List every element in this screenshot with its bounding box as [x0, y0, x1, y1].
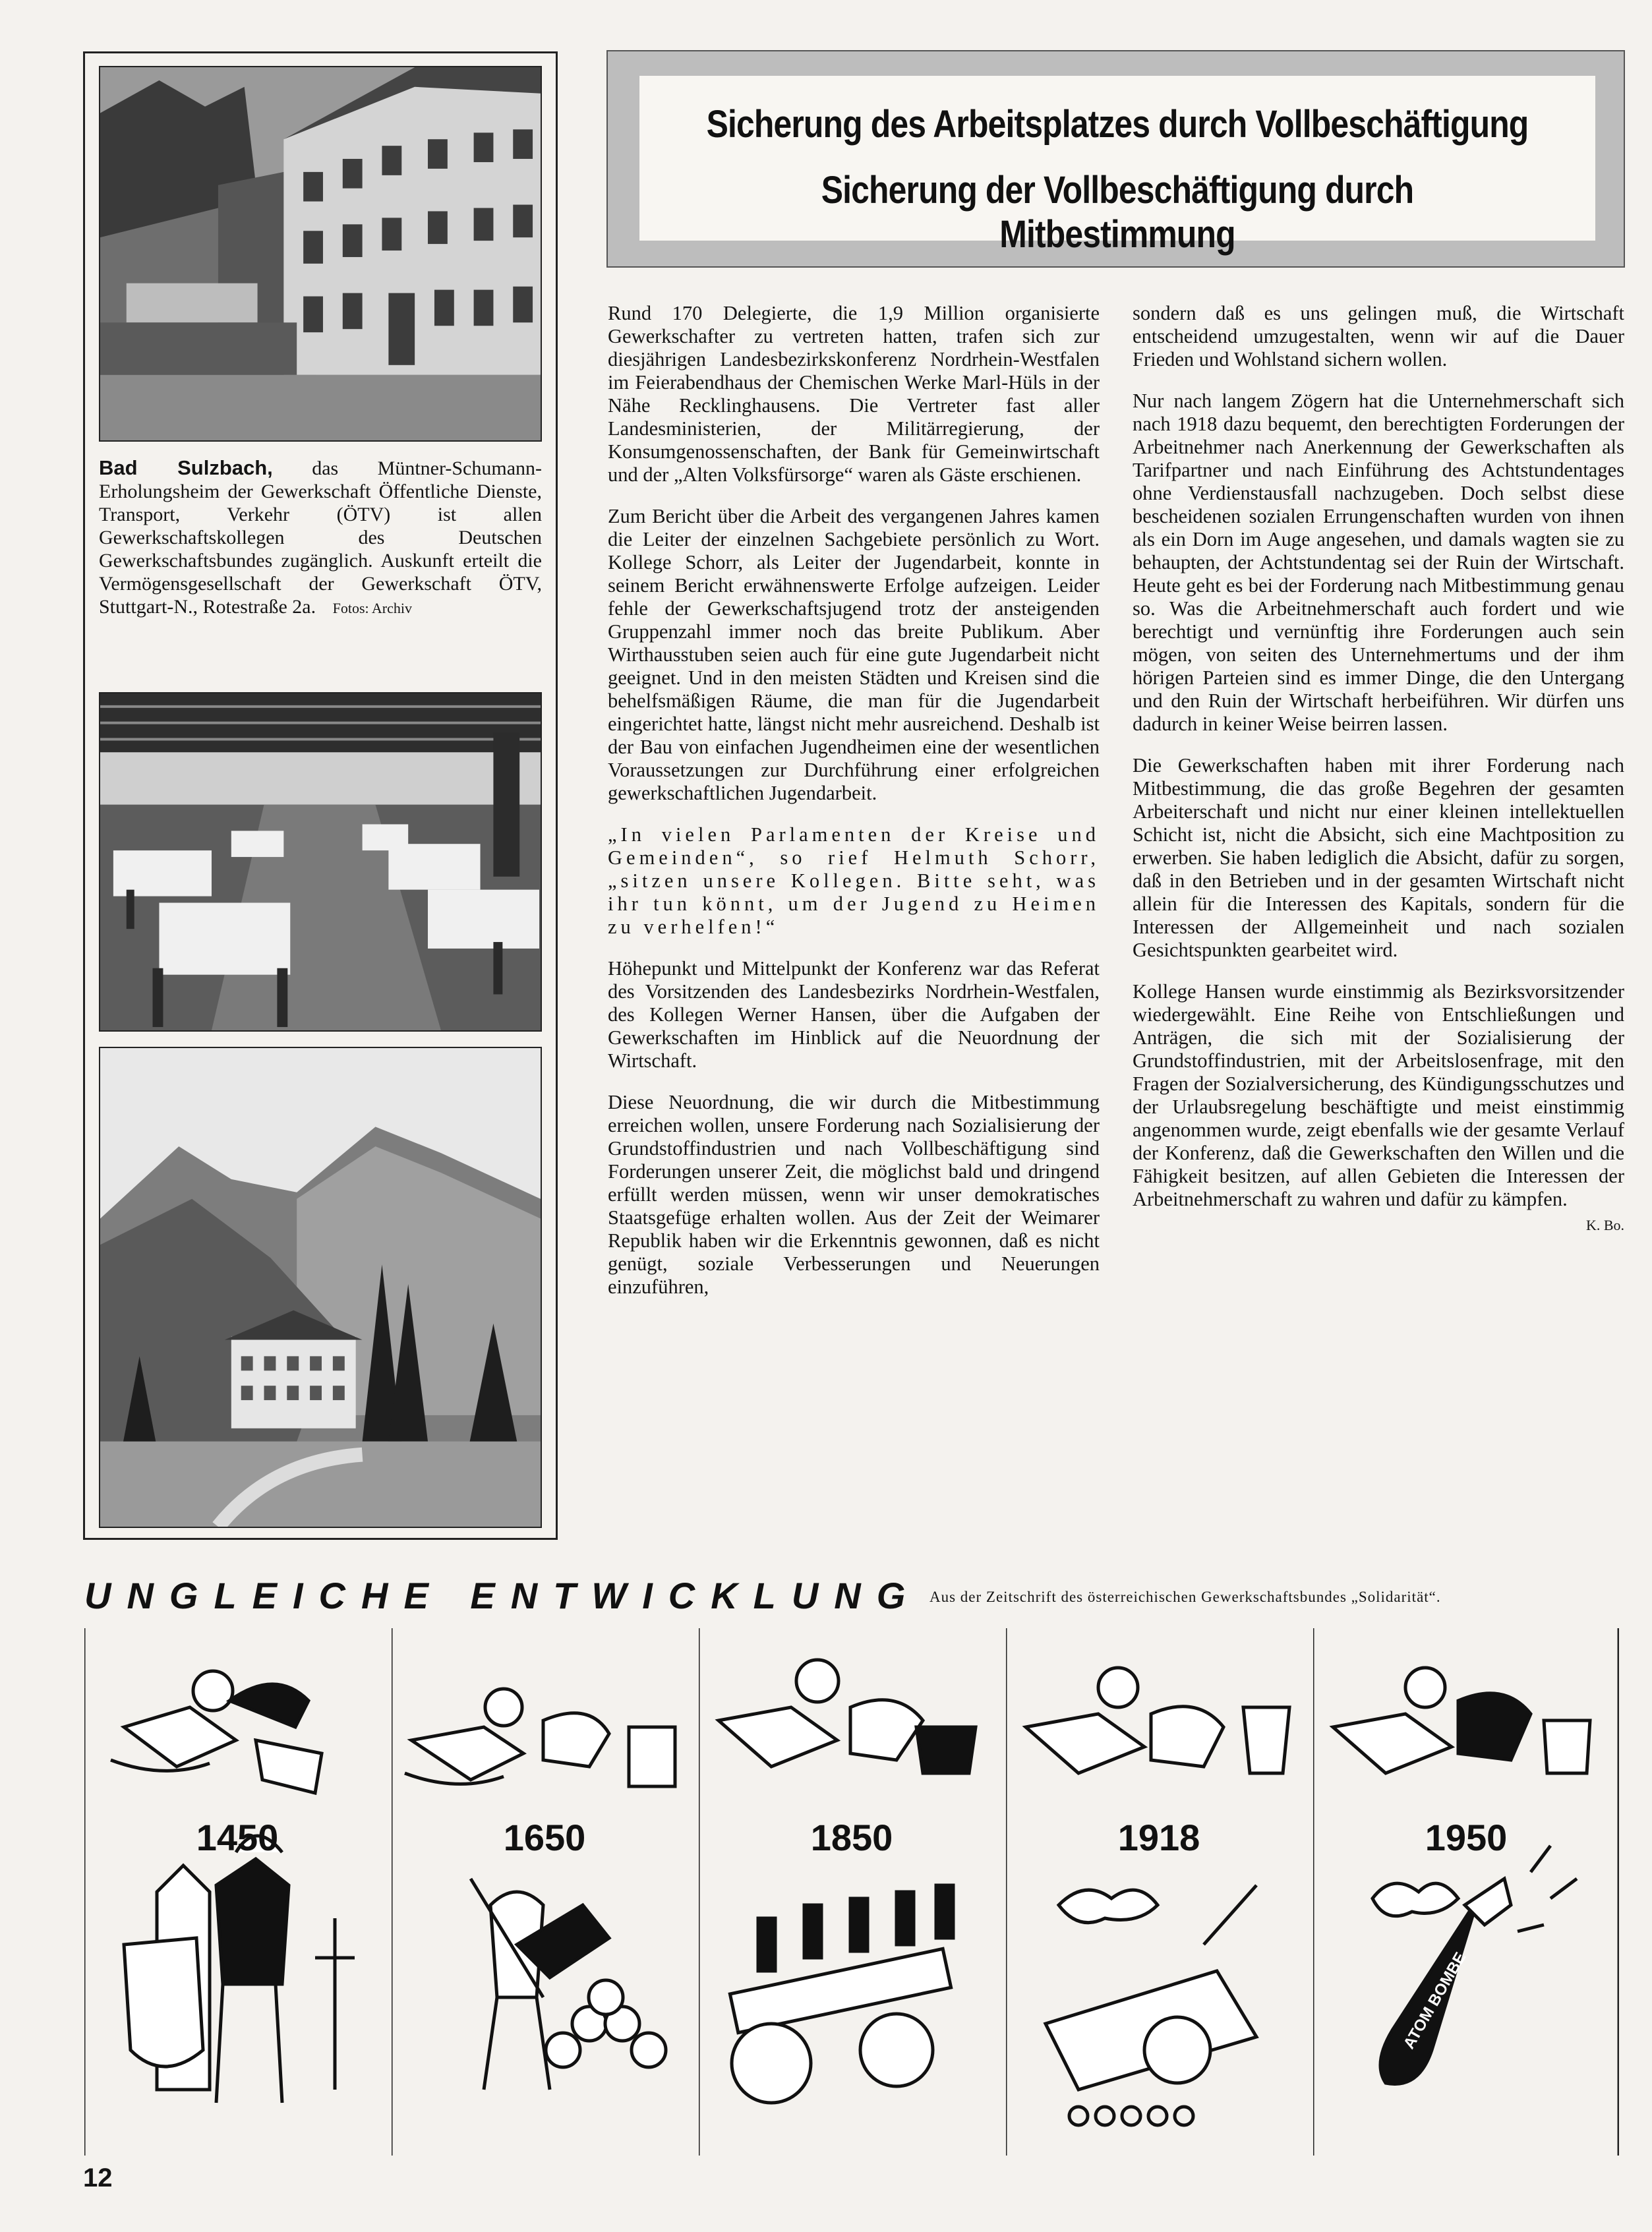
page-number: 12 [83, 2163, 113, 2192]
cartoon-panel-1650 [392, 1628, 697, 2156]
headline-line-2: Sicherung der Vollbeschäftigung durch Mitbestimmung [821, 169, 1414, 256]
headline-banner [639, 76, 1595, 256]
photo-credit: Fotos: Archiv [332, 600, 412, 616]
article-column-2 [1133, 302, 1624, 1237]
article-paragraph: Höhepunkt und Mittelpunkt der Konferenz war das Referat des Vorsitzenden des Landesbezirks Nordrhein-Westfalen, des Kollegen Werner Hansen, über die Aufgaben der Gewerkschaften im Hinblick auf die Neuordnung der Wirtschaft. [608, 957, 1100, 1072]
caption-place: Bad Sulzbach, [99, 456, 273, 479]
article-paragraph: Kollege Hansen wurde einstimmig als Bezirksvorsitzender wiedergewählt. Eine Reihe von Entschließungen und Anträgen, die sich mit der Sozialisierung der Grundstoffindustrien, mit der Arbeitslosenfrage, mit den Fragen der Sozialversicherung, des Kündigungsschutzes und der Urlaubsregelung beschäftigte und meist einstimmig angenommen wurde, zeigt ebenfalls wie der gesamte Verlauf der Konferenz, daß die Gewerkschaften den Willen und die Fähigkeit besitzen, auf allen Gebieten die Interessen der Arbeitnehmerschaft zu wahren und dafür zu kämpfen. [1133, 980, 1624, 1210]
year-label-1450: 1450 [196, 1817, 279, 1858]
strip-source: Aus der Zeitschrift des österreichischen Gewerkschaftsbundes „Solidarität“. [929, 1589, 1441, 1605]
author-signature: K. Bo. [1585, 1217, 1624, 1233]
cartoon-panel-1850 [699, 1628, 1005, 2156]
article-column-1 [608, 302, 1100, 1317]
bomb-label: ATOM BOMBE [1400, 1949, 1470, 2052]
article-paragraph: Diese Neuordnung, die wir durch die Mitbestimmung erreichen wollen, unsere Forderung nach Sozialisierung der Grundstoffindustrien und nach Vollbeschäftigung sind Forderungen unserer Zeit, die möglichst bald und dringend erfüllt werden müssen, wenn wir unser demokratisches Staatsgefüge erhalten wollen. Aus der Zeit der Weimarer Republik haben wir die Erkenntnis gewonnen, daß es nicht genügt, soziale Verbesserungen und Neuerungen einzuführen, [608, 1091, 1100, 1298]
article-paragraph: Zum Bericht über die Arbeit des vergangenen Jahres kamen die Leiter der einzelnen Sachgebiete persönlich zu Wort. Kollege Schorr, als Leiter der Jugendarbeit, konnte in seinem Bericht erwähnenswerte Erfolge aufzeigen. Leider fehle der Gewerkschaftsjugend trotz der ansteigenden Gruppenzahl immer noch das breite Publikum. Aber Wirthausstuben seien auch für eine gute Jugendarbeit nicht geeignet. Und in den meisten Städten und Kreisen sind die behelfsmäßigen Räume, die man für die Jugendarbeit eingerichtet hatte, längst nicht mehr ausreichend. Deshalb ist der Bau von einfachen Jugendheimen eine der wesentlichen Voraussetzungen zur Durchführung einer erfolgreichen gewerkschaftlichen Jugendarbeit. [608, 505, 1100, 804]
caption-text: das Müntner-Schumann-Erholungsheim der Gewerkschaft Öffentliche Dienste, Transport, Verkehr (ÖTV) ist allen Gewerkschaftskollegen des Deutschen Gewerkschaftsbundes zugänglich. Auskunft erteilt die Vermögensgesellschaft der Gewerkschaft ÖTV, Stuttgart-N., Rotestraße 2a. [99, 457, 542, 618]
article-paragraph: sondern daß es uns gelingen muß, die Wirtschaft entscheidend umzugestalten, wenn wir auf die Dauer Frieden und Wohlstand sichern wollen. [1133, 302, 1624, 370]
year-label-1650: 1650 [503, 1817, 586, 1858]
article-quote: „In vielen Parlamenten der Kreise und Gemeinden“, so rief Helmuth Schorr, „sitzen unsere Kollegen. Bitte seht, was ihr tun könnt, um der Jugend zu Heimen zu verhelfen!“ [608, 823, 1100, 938]
photo-building-courtyard [99, 66, 542, 442]
year-label-1850: 1850 [810, 1817, 893, 1858]
cartoon-panel-1450 [84, 1628, 390, 2156]
strip-title: UNGLEICHE ENTWICKLUNG [84, 1575, 922, 1616]
photo-valley-landscape [99, 1047, 542, 1528]
cartoon-panel-1950 [1313, 1628, 1619, 2156]
year-label-1950: 1950 [1425, 1817, 1508, 1858]
cartoon-panel-1918 [1006, 1628, 1312, 2156]
photo-dining-room [99, 692, 542, 1032]
headline-line-1: Sicherung des Arbeitsplatzes durch Vollbeschäftigung [706, 103, 1529, 146]
article-paragraph: Nur nach langem Zögern hat die Unternehmerschaft sich nach 1918 dazu bequemt, den berechtigten Forderungen der Arbeitnehmer nach Anerkennung der Gewerkschaften als Tarifpartner und nach Einführung des Achtstundentages ohne Verdienstausfall nachzugeben. Doch selbst diese bescheidenen sozialen Errungenschaften wurden von ihnen als ein Dorn im Auge angesehen, und damals wagten sie zu behaupten, der Achtstundentag sei der Ruin der Wirtschaft. Heute geht es bei der Forderung nach Mitbestimmung genau so. Was die Arbeitnehmerschaft auch fordert und wie berechtigt und vernünftig ihre Forderungen auch sein mögen, von seiten des Unternehmertums und der ihm hörigen Parteien sind es immer Dinge, die den Untergang und den Ruin der Wirtschaft herbeiführen. Wir dürfen uns dadurch in keiner Weise beirren lassen. [1133, 390, 1624, 735]
photo-caption [99, 456, 542, 620]
cartoon-strip [84, 1628, 1620, 2156]
article-paragraph: Die Gewerkschaften haben mit ihrer Forderung nach Mitbestimmung, die das große Begehren der gesamten Arbeiterschaft und nicht nur einer kleinen intellektuellen Schicht ist, nicht die Absicht, sich eine Machtposition zu erwerben. Sie haben lediglich die Absicht, dafür zu sorgen, daß in den Betrieben und in der gesamten Wirtschaft nicht allein für die Interessen des Kapitals, sondern für die Interessen der Allgemeinheit und nach sozialen Gesichtspunkten gearbeitet wird. [1133, 754, 1624, 961]
article-paragraph: Rund 170 Delegierte, die 1,9 Million organisierte Gewerkschafter zu vertreten hatten, trafen sich zur diesjährigen Landesbezirkskonferenz Nordrhein-Westfalen im Feierabendhaus der Chemischen Werke Marl-Hüls in der Nähe Recklinghausens. Die Vertreter fast aller Landesministerien, der Militärregierung, der Konsumgenossenschaften, der Bank für Gemeinwirtschaft und der „Alten Volksfürsorge“ waren als Gäste erschienen. [608, 302, 1100, 486]
year-label-1918: 1918 [1117, 1817, 1200, 1858]
